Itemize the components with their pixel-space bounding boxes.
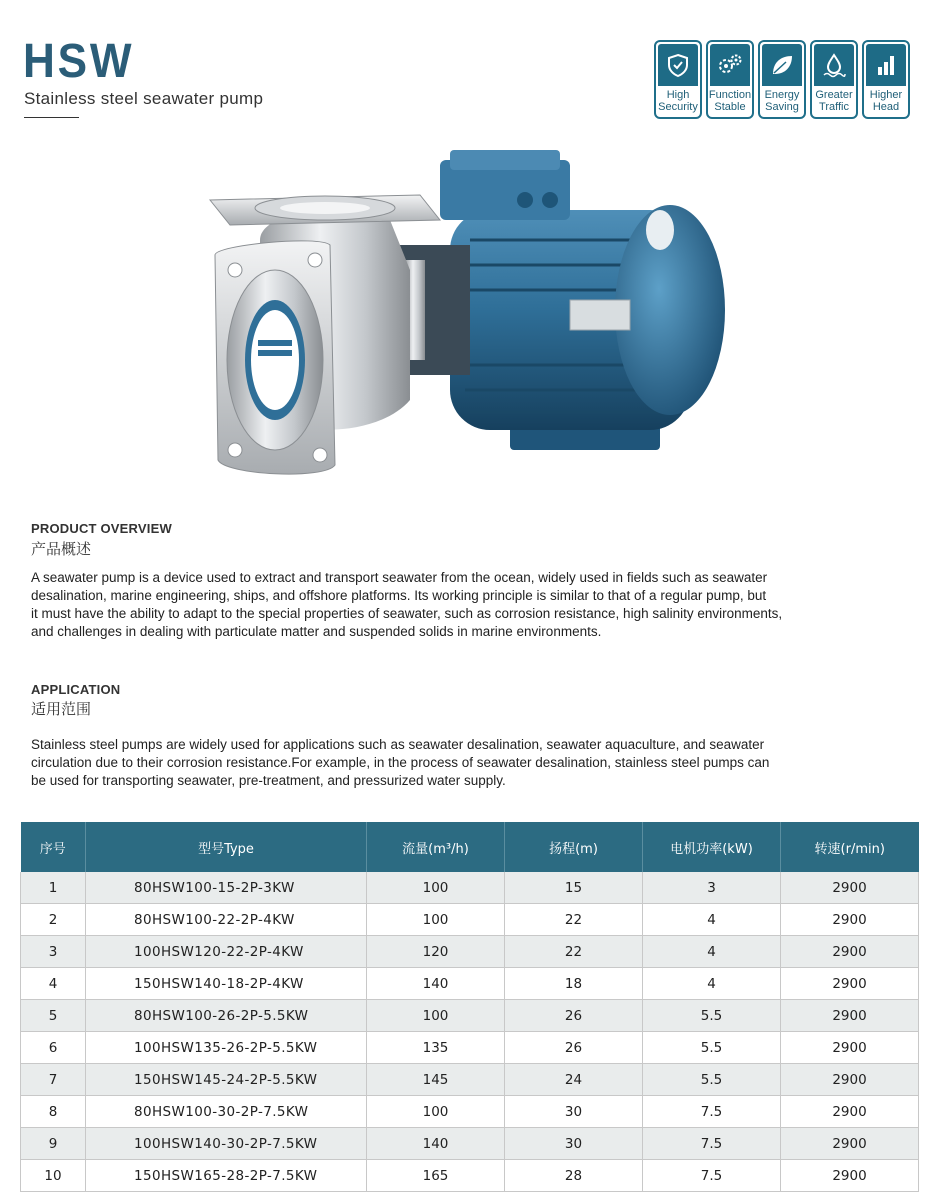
table-row	[21, 968, 919, 1000]
cell-flow: 100	[367, 1000, 505, 1032]
badge-higher-head	[862, 40, 910, 119]
col-header-head: 扬程(m)	[505, 822, 643, 872]
application-title-cn: 适用范围	[31, 700, 92, 718]
feature-badges	[654, 40, 910, 119]
bar-chart-icon	[873, 52, 899, 78]
cell-power: 7.5	[643, 1128, 781, 1160]
col-header-index: 序号	[21, 822, 86, 872]
table-row	[21, 1096, 919, 1128]
cell-head: 26	[505, 1000, 643, 1032]
cell-type: 80HSW100-30-2P-7.5KW	[86, 1096, 367, 1128]
product-subtitle: Stainless steel seawater pump	[24, 89, 264, 108]
cell-head: 22	[505, 936, 643, 968]
badge-line1: Higher	[869, 89, 903, 101]
cell-head: 15	[505, 872, 643, 904]
overview-line: A seawater pump is a device used to extract and transport seawater from the ocean, widely used in fields such as seawater	[31, 570, 768, 585]
cell-type: 100HSW140-30-2P-7.5KW	[86, 1128, 367, 1160]
cell-speed: 2900	[781, 872, 919, 904]
col-header-type: 型号Type	[86, 822, 367, 872]
overview-paragraph	[31, 569, 881, 641]
shield-icon	[665, 52, 691, 78]
badge-energy-saving	[758, 40, 806, 119]
pump-product-image	[200, 150, 740, 490]
table-row	[21, 1064, 919, 1096]
badge-line2: Security	[658, 101, 698, 113]
cell-index: 6	[21, 1032, 86, 1064]
cell-power: 5.5	[643, 1000, 781, 1032]
badge-line2: Saving	[765, 101, 799, 113]
cell-head: 18	[505, 968, 643, 1000]
cell-speed: 2900	[781, 1128, 919, 1160]
badge-function-stable	[706, 40, 754, 119]
badge-line1: Greater	[815, 89, 853, 101]
cell-index: 5	[21, 1000, 86, 1032]
cell-head: 26	[505, 1032, 643, 1064]
spec-table	[20, 822, 919, 1192]
cell-power: 5.5	[643, 1032, 781, 1064]
cell-flow: 120	[367, 936, 505, 968]
badge-greater-traffic	[810, 40, 858, 119]
cell-power: 3	[643, 872, 781, 904]
cell-index: 8	[21, 1096, 86, 1128]
table-row	[21, 1128, 919, 1160]
cell-power: 4	[643, 936, 781, 968]
cell-type: 80HSW100-22-2P-4KW	[86, 904, 367, 936]
badge-line2: Traffic	[819, 101, 849, 113]
cell-type: 150HSW165-28-2P-7.5KW	[86, 1160, 367, 1192]
cell-type: 80HSW100-26-2P-5.5KW	[86, 1000, 367, 1032]
cell-index: 10	[21, 1160, 86, 1192]
gears-icon	[716, 52, 744, 78]
cell-index: 2	[21, 904, 86, 936]
cell-head: 22	[505, 904, 643, 936]
cell-type: 150HSW140-18-2P-4KW	[86, 968, 367, 1000]
application-line: Stainless steel pumps are widely used for applications such as seawater desalination, seawater aquaculture, and seawater	[31, 737, 765, 752]
cell-power: 7.5	[643, 1160, 781, 1192]
cell-power: 7.5	[643, 1096, 781, 1128]
overview-line: desalination, marine engineering, ships, and offshore platforms. Its working principle is similar to that of a regular pump, but	[31, 588, 767, 603]
cell-power: 4	[643, 904, 781, 936]
title-underline	[24, 117, 79, 118]
cell-flow: 100	[367, 1096, 505, 1128]
table-row	[21, 872, 919, 904]
application-line: be used for transporting seawater, pre-treatment, and pressurized water supply.	[31, 773, 506, 788]
cell-index: 7	[21, 1064, 86, 1096]
badge-line2: Head	[872, 101, 900, 113]
cell-power: 5.5	[643, 1064, 781, 1096]
water-drop-icon	[821, 52, 847, 78]
cell-speed: 2900	[781, 1000, 919, 1032]
cell-flow: 135	[367, 1032, 505, 1064]
application-paragraph	[31, 736, 881, 790]
cell-speed: 2900	[781, 904, 919, 936]
cell-head: 30	[505, 1128, 643, 1160]
cell-index: 3	[21, 936, 86, 968]
cell-flow: 140	[367, 1128, 505, 1160]
badge-line1: High	[666, 89, 690, 101]
table-row	[21, 1000, 919, 1032]
cell-power: 4	[643, 968, 781, 1000]
cell-speed: 2900	[781, 1032, 919, 1064]
cell-index: 9	[21, 1128, 86, 1160]
cell-flow: 100	[367, 904, 505, 936]
cell-flow: 140	[367, 968, 505, 1000]
badge-line2: Stable	[714, 101, 746, 113]
cell-type: 100HSW120-22-2P-4KW	[86, 936, 367, 968]
cell-type: 80HSW100-15-2P-3KW	[86, 872, 367, 904]
overview-title-cn: 产品概述	[31, 540, 92, 558]
cell-speed: 2900	[781, 1096, 919, 1128]
col-header-power: 电机功率(kW)	[643, 822, 781, 872]
overview-line: and challenges in dealing with particulate matter and suspended solids in marine environments.	[31, 624, 602, 639]
badge-line1: Energy	[764, 89, 800, 101]
table-row	[21, 936, 919, 968]
cell-head: 24	[505, 1064, 643, 1096]
leaf-icon	[769, 52, 795, 78]
cell-flow: 100	[367, 872, 505, 904]
cell-type: 150HSW145-24-2P-5.5KW	[86, 1064, 367, 1096]
col-header-speed: 转速(r/min)	[781, 822, 919, 872]
badge-line1: Function	[708, 89, 752, 101]
cell-speed: 2900	[781, 936, 919, 968]
cell-speed: 2900	[781, 968, 919, 1000]
cell-flow: 145	[367, 1064, 505, 1096]
application-line: circulation due to their corrosion resistance.For example, in the process of seawater desalination, stainless steel pumps can	[31, 755, 770, 770]
cell-index: 4	[21, 968, 86, 1000]
cell-flow: 165	[367, 1160, 505, 1192]
badge-high-security	[654, 40, 702, 119]
cell-head: 30	[505, 1096, 643, 1128]
cell-head: 28	[505, 1160, 643, 1192]
table-row	[21, 1032, 919, 1064]
cell-type: 100HSW135-26-2P-5.5KW	[86, 1032, 367, 1064]
col-header-flow: 流量(m³/h)	[367, 822, 505, 872]
cell-speed: 2900	[781, 1064, 919, 1096]
table-header-row	[21, 822, 919, 872]
table-row	[21, 1160, 919, 1192]
cell-speed: 2900	[781, 1160, 919, 1192]
overview-line: it must have the ability to adapt to the special properties of seawater, such as corrosion resistance, high salinity environments,	[31, 606, 783, 621]
cell-index: 1	[21, 872, 86, 904]
table-row	[21, 904, 919, 936]
application-title-en: APPLICATION	[31, 682, 121, 697]
overview-title-en: PRODUCT OVERVIEW	[31, 521, 172, 536]
brand-logo: HSW	[23, 35, 135, 88]
